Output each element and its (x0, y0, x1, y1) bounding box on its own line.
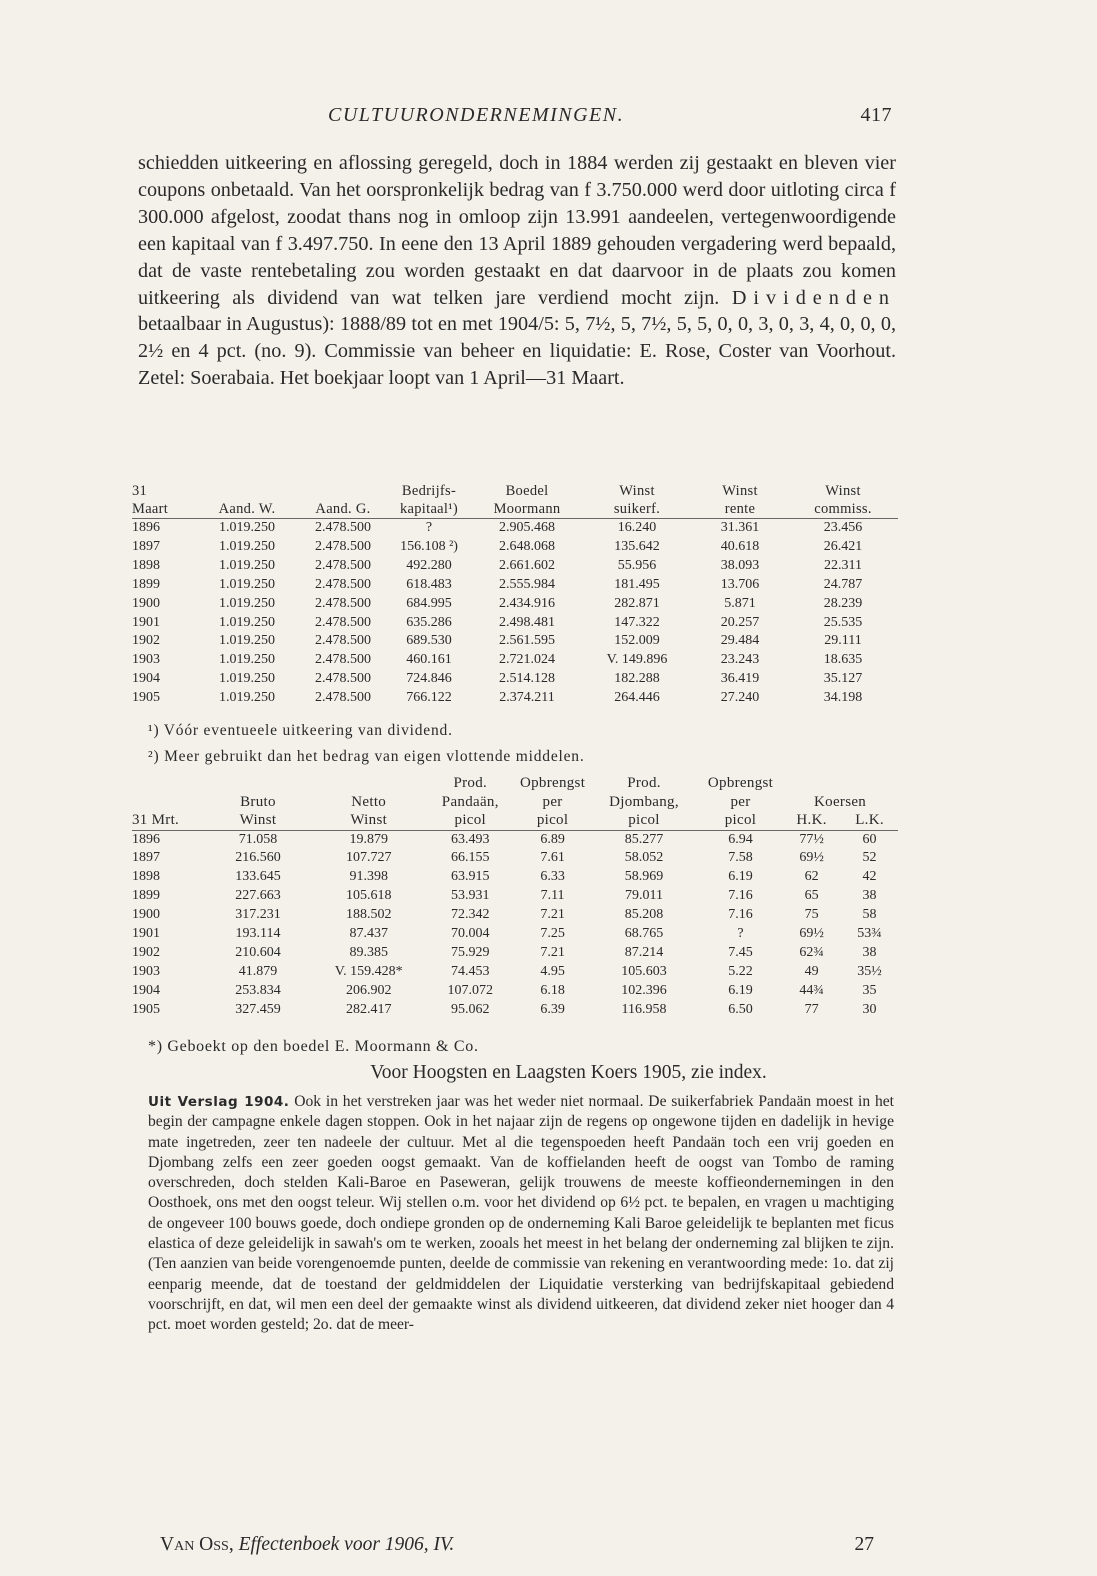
body-text-part2: betaalbaar in Augustus): 1888/89 tot en met 1904/5: 5, 7½, 5, 7½, 5, 5, 0, 0, 3, 0, 3, 4, 0, 0, 0, 2½ en 4 pct. (no. 9). Commissie van beheer en liquidatie: E. Rose, Coster van Voorhout. Zetel: Soerabaia. Het boekjaar loopt van 1 April—31 Maart. (138, 313, 896, 390)
t2-header-r1: Prod. (627, 775, 661, 791)
t2-cell: 75.929 (451, 944, 490, 960)
footnote-star: *) Geboekt op den boedel E. Moormann & Co. (148, 1038, 479, 1055)
header-title: CULTUURONDERNEMINGEN. (328, 104, 625, 126)
t2-header-r3: H.K. (782, 811, 841, 830)
t2-cell: 188.502 (345, 907, 392, 923)
t1-header-top: Winst (722, 483, 758, 499)
t2-cell: 253.834 (235, 982, 281, 998)
t2-cell: 6.33 (540, 869, 565, 885)
t1-cell: 2.721.024 (499, 652, 555, 668)
t2-cell: 35 (862, 982, 877, 998)
t1-cell: 684.995 (406, 595, 452, 611)
t1-cell: 29.111 (824, 633, 862, 649)
t1-cell: 156.108 ²) (400, 538, 458, 554)
t2-header-r3: picol (425, 811, 516, 830)
t2-cell: 66.155 (451, 850, 490, 866)
t1-cell: 1.019.250 (219, 576, 275, 592)
t2-cell: 7.11 (540, 888, 565, 904)
t1-cell: 766.122 (406, 690, 452, 706)
t1-cell: 1902 (132, 633, 160, 649)
t2-cell: 7.21 (540, 944, 565, 960)
t1-cell: 1.019.250 (219, 520, 275, 535)
t1-cell: 2.555.984 (499, 576, 555, 592)
t2-cell: 1900 (132, 907, 160, 923)
t2-cell: 6.18 (540, 982, 565, 998)
t2-cell: 58 (862, 907, 877, 923)
t2-row (132, 906, 898, 925)
t1-header-top: Boedel (505, 483, 549, 499)
t2-cell: 6.89 (540, 831, 565, 847)
t1-cell: 724.846 (406, 671, 452, 687)
t1-cell: 147.322 (614, 614, 660, 630)
t2-cell: 89.385 (349, 944, 388, 960)
t1-row (132, 670, 898, 689)
t2-cell: ? (737, 926, 744, 942)
t2-header-r3: picol (589, 811, 699, 830)
body-paragraph (138, 150, 896, 392)
t2-cell: 65 (804, 888, 819, 904)
t2-header-r1 (313, 774, 425, 793)
t2-cell: 102.396 (621, 982, 667, 998)
t1-cell: 282.871 (614, 595, 660, 611)
t1-header-top: Bedrijfs- (401, 483, 457, 499)
t2-cell: 71.058 (238, 831, 278, 847)
t2-cell: 70.004 (451, 926, 490, 942)
t1-header: suikerf. (582, 500, 692, 519)
t2-header-r1 (203, 774, 313, 793)
t1-cell: 2.478.500 (315, 671, 371, 687)
t1-cell: 55.956 (617, 557, 657, 573)
t2-row (132, 849, 898, 868)
t2-header-r2 (132, 793, 203, 812)
t1-header-top: Winst (619, 483, 655, 499)
t1-header: Aand. W. (194, 500, 300, 519)
t1-cell: 1.019.250 (219, 671, 275, 687)
t2-row (132, 925, 898, 944)
t1-cell: 1899 (132, 576, 160, 592)
t1-cell: 5.871 (724, 595, 756, 611)
t2-cell: 210.604 (235, 944, 281, 960)
t2-cell: 60 (862, 831, 877, 847)
t2-cell: 116.958 (621, 1001, 667, 1017)
t2-header-r2: Djombang, (609, 793, 679, 810)
t2-cell: 74.453 (451, 963, 490, 979)
t1-cell: 2.498.481 (499, 614, 555, 630)
t1-cell: 1.019.250 (219, 595, 275, 611)
t1-cell: 618.483 (406, 576, 452, 592)
t2-cell: 1901 (132, 926, 160, 942)
t1-cell: V. 149.896 (606, 652, 668, 668)
t1-cell: 23.456 (823, 520, 863, 535)
t1-cell: 1901 (132, 614, 160, 630)
t1-cell: 1904 (132, 671, 160, 687)
t1-cell: 1.019.250 (219, 557, 275, 573)
t2-cell: 1903 (132, 963, 160, 979)
t2-header-r1: Opbrengst (707, 775, 774, 791)
t1-cell: 25.535 (823, 614, 863, 630)
footnote-1: ¹) Vóór eventueele uitkeering van dividend. (148, 722, 453, 739)
t1-cell: 635.286 (406, 614, 452, 630)
t2-header-r2: Pandaän, (441, 793, 499, 810)
t1-cell: 1905 (132, 690, 160, 706)
t2-cell: 42 (862, 869, 877, 885)
t2-cell: 7.45 (728, 944, 753, 960)
t2-cell: 1897 (132, 850, 160, 866)
t1-cell: 1896 (132, 520, 160, 535)
t1-cell: 2.905.468 (499, 520, 555, 535)
t1-cell: 2.478.500 (315, 520, 371, 535)
t1-cell: 34.198 (823, 690, 863, 706)
t1-cell: 2.478.500 (315, 595, 371, 611)
t1-header-top: 31 (132, 483, 148, 499)
t2-cell: 85.277 (624, 831, 664, 847)
capital-table (132, 482, 898, 708)
t1-cell: 492.280 (406, 557, 452, 573)
t2-cell: 7.21 (540, 907, 565, 923)
t2-cell: 317.231 (235, 907, 281, 923)
footer-signature (160, 1534, 454, 1556)
t2-row (132, 830, 898, 849)
t2-cell: 107.727 (345, 850, 392, 866)
t1-cell: 28.239 (823, 595, 863, 611)
t1-cell: 1903 (132, 652, 160, 668)
t1-cell: 38.093 (720, 557, 760, 573)
t1-cell: 26.421 (823, 538, 863, 554)
t2-cell: 53¾ (857, 926, 882, 942)
signature-number: 27 (854, 1534, 874, 1555)
t1-cell: 2.661.602 (499, 557, 555, 573)
t1-cell: 20.257 (720, 614, 760, 630)
t2-cell: 193.114 (235, 926, 281, 942)
t1-row (132, 651, 898, 670)
t2-header-r3: picol (516, 811, 589, 830)
t2-header-r3: picol (699, 811, 782, 830)
t1-header: Aand. G. (300, 500, 386, 519)
t2-cell: 72.342 (451, 907, 490, 923)
t2-cell: 62 (804, 869, 819, 885)
t1-cell: 182.288 (614, 671, 660, 687)
t2-cell: 1902 (132, 944, 160, 960)
t2-cell: 7.58 (728, 850, 753, 866)
t1-cell: 1898 (132, 557, 160, 573)
t2-cell: 105.618 (345, 888, 392, 904)
t2-header-r1: Prod. (453, 775, 488, 791)
index-reference-text: Voor Hoogsten en Laagsten Koers 1905, zie index. (370, 1062, 767, 1083)
t2-cell: 1899 (132, 888, 160, 904)
t1-cell: 1.019.250 (219, 538, 275, 554)
t1-header: Maart (132, 500, 194, 519)
t2-cell: 4.95 (540, 963, 565, 979)
t1-cell: 31.361 (720, 520, 760, 535)
t1-cell: 2.434.916 (499, 595, 555, 611)
t1-row (132, 538, 898, 557)
page-number: 417 (860, 104, 892, 126)
t2-header-r3: L.K. (841, 811, 898, 830)
t1-cell: 2.478.500 (315, 557, 371, 573)
t2-cell: 5.22 (728, 963, 753, 979)
t2-row (132, 868, 898, 887)
t2-cell: 63.915 (451, 869, 490, 885)
t2-cell: 41.879 (238, 963, 278, 979)
t1-row (132, 519, 898, 538)
t2-cell: 327.459 (235, 1001, 281, 1017)
index-reference (0, 1062, 1097, 1084)
t2-cell: 1904 (132, 982, 160, 998)
t2-cell: 7.25 (540, 926, 565, 942)
t2-cell: 7.16 (728, 907, 753, 923)
t2-cell: 105.603 (621, 963, 667, 979)
t2-cell: 44¾ (799, 982, 824, 998)
t1-cell: 135.642 (614, 538, 660, 554)
t2-cell: 38 (862, 944, 877, 960)
t1-cell: 1.019.250 (219, 614, 275, 630)
footnote-2: ²) Meer gebruikt dan het bedrag van eigen vlottende middelen. (148, 748, 585, 765)
annual-report-excerpt (148, 1092, 894, 1336)
t2-cell: 58.052 (624, 850, 664, 866)
t2-cell: 6.19 (728, 869, 753, 885)
t2-cell: 1898 (132, 869, 160, 885)
t2-cell: 53.931 (451, 888, 490, 904)
t2-cell: 91.398 (349, 869, 388, 885)
t2-cell: 6.19 (728, 982, 753, 998)
t1-body (132, 519, 898, 709)
report-text: Ook in het verstreken jaar was het weder niet normaal. De suikerfabriek Pandaän moest in het begin der campagne enkele dagen stoppen. Ook in het najaar zijn de regens op ongewone tijden en dadelijk in hevige mate ingetreden, zeer ten nadeele der cultuur. Met al die tegenspoeden heeft Pandaän toch een vrij goeden en Djombang zelfs een zeer goeden oogst gemaakt. Van de koffielanden heeft de oogst van Tombo de raming overschreden, doch stelden Kali-Baroe en Paseweran, gelijk trouwens de meeste koffieondernemingen in den Oosthoek, ons met den oogst teleur. Wij stellen o.m. voor het dividend op 6½ pct. te bepalen, en vragen u machtiging de ongeveer 100 bouws goede, doch ondiepe gronden op de onderneming Kali Baroe geleidelijk te beplanten met ficus elastica of deze geleidelijk in sawah's om te werken, zooals het meest in het belang der onderneming zal blijken te zijn. (Ten aanzien van beide vorengenoemde punten, deelde de commissie van rekening en verantwoording mede: 1o. dat zij eenparig meende, dat de toestand der geldmiddelen der Liquidatie versterking van bedrijfskapitaal gebiedend voorschrijft, en dat, wil men een deel der gemaakte winst als dividend uitkeeren, dat dividend zeker niet hooger dan 4 pct. moet worden gesteld; 2o. dat de meer- (148, 1093, 894, 1334)
t1-header-top (194, 482, 300, 500)
t1-cell: 35.127 (823, 671, 863, 687)
footer-author: Van Oss, (160, 1534, 234, 1555)
t2-row (132, 963, 898, 982)
t1-header: rente (692, 500, 788, 519)
t1-cell: 40.618 (720, 538, 760, 554)
t2-cell: 107.072 (447, 982, 494, 998)
body-text-part1: schiedden uitkeering en aflossing geregeld, doch in 1884 werden zij gestaakt en bleven vier coupons onbetaald. Van het oorspronkelijk bedrag van f 3.750.000 werd door uitloting circa f 300.000 afgelost, zoodat thans nog in omloop zijn 13.991 aandeelen, vertegenwoordigende een kapitaal van f 3.497.750. In eene den 13 April 1889 gehouden vergadering werd bepaald, dat de vaste rentebetaling zou worden gestaakt en dat daarvoor in de plaats zou komen uitkeering als dividend van wat telken jare verdiend mocht zijn. (138, 152, 896, 309)
t1-cell: 181.495 (614, 576, 660, 592)
t1-cell: 2.374.211 (499, 690, 555, 706)
t1-row (132, 632, 898, 651)
t2-cell: 62¾ (799, 944, 824, 960)
t2-cell: 6.50 (728, 1001, 753, 1017)
t1-row (132, 614, 898, 633)
t1-cell: 13.706 (720, 576, 760, 592)
t2-cell: 133.645 (235, 869, 281, 885)
t1-cell: 1897 (132, 538, 160, 554)
t2-header-r3: Winst (313, 811, 425, 830)
t2-cell: 58.969 (624, 869, 664, 885)
t1-cell: 2.561.595 (499, 633, 555, 649)
report-lead: Uit Verslag 1904. (148, 1094, 290, 1110)
t1-cell: 2.478.500 (315, 652, 371, 668)
t2-cell: 1896 (132, 831, 160, 847)
t1-cell: 1.019.250 (219, 690, 275, 706)
t1-cell: ? (425, 520, 433, 535)
t2-header-r1 (132, 774, 203, 793)
t2-cell: 79.011 (625, 888, 663, 904)
t2-row (132, 944, 898, 963)
t2-cell: 69½ (799, 926, 824, 942)
t2-cell: 77½ (799, 831, 824, 847)
t1-header-top: Winst (825, 483, 861, 499)
t1-cell: 2.478.500 (315, 690, 371, 706)
t1-row (132, 689, 898, 708)
t2-row (132, 1001, 898, 1020)
t1-cell: 16.240 (617, 520, 657, 535)
t2-cell: 227.663 (235, 888, 281, 904)
t1-cell: 18.635 (823, 652, 863, 668)
t2-cell: 52 (862, 850, 877, 866)
t1-cell: 152.009 (614, 633, 660, 649)
t1-cell: 2.514.128 (499, 671, 555, 687)
t2-cell: 75 (804, 907, 819, 923)
t1-cell: 2.478.500 (315, 538, 371, 554)
t2-cell: 7.61 (540, 850, 565, 866)
t2-cell: 6.94 (728, 831, 753, 847)
t2-cell: 87.437 (349, 926, 388, 942)
t2-cell: 206.902 (345, 982, 392, 998)
t1-header: commiss. (788, 500, 898, 519)
t2-cell: 7.16 (728, 888, 753, 904)
t2-header-r2: Bruto (240, 793, 276, 810)
t1-cell: 29.484 (720, 633, 760, 649)
t2-header-r2: Koersen (814, 793, 867, 810)
t1-cell: 2.648.068 (499, 538, 555, 554)
profit-table (132, 774, 898, 1020)
t1-header: Moormann (472, 500, 582, 519)
t2-cell: 35½ (857, 963, 882, 979)
t2-header-r1: Opbrengst (519, 775, 586, 791)
t1-cell: 27.240 (720, 690, 760, 706)
footer-book: Effectenboek voor 1906, IV. (238, 1534, 455, 1555)
t2-header-r3: 31 Mrt. (132, 811, 203, 830)
t2-header-r2: per (730, 793, 751, 810)
t1-cell: 264.446 (614, 690, 660, 706)
t2-cell: 216.560 (235, 850, 281, 866)
t1-cell: 2.478.500 (315, 614, 371, 630)
t2-cell: 49 (804, 963, 819, 979)
t2-cell: 77 (804, 1001, 819, 1017)
t2-cell: 30 (862, 1001, 877, 1017)
t2-row (132, 982, 898, 1001)
t1-cell: 460.161 (406, 652, 452, 668)
t1-cell: 24.787 (823, 576, 863, 592)
t2-header-r3: Winst (203, 811, 313, 830)
t1-row (132, 557, 898, 576)
t2-cell: 95.062 (451, 1001, 490, 1017)
t2-cell: 85.208 (624, 907, 664, 923)
t2-cell: 68.765 (624, 926, 664, 942)
t2-cell: 69½ (799, 850, 824, 866)
t1-row (132, 576, 898, 595)
t1-row (132, 595, 898, 614)
t1-cell: 689.530 (406, 633, 452, 649)
t2-cell: 1905 (132, 1001, 160, 1017)
t1-cell: 1900 (132, 595, 160, 611)
t2-header-r2: per (542, 793, 563, 810)
t2-cell: 19.879 (349, 831, 388, 847)
t1-cell: 23.243 (720, 652, 760, 668)
t1-cell: 2.478.500 (315, 633, 371, 649)
t2-cell: 63.493 (451, 831, 490, 847)
running-header (138, 104, 896, 134)
t1-header: kapitaal¹) (386, 500, 472, 519)
t1-header-top (300, 482, 386, 500)
t1-cell: 22.311 (824, 557, 862, 573)
t1-cell: 1.019.250 (219, 633, 275, 649)
t2-body (132, 830, 898, 1020)
t2-header-r1 (841, 774, 898, 793)
t2-header-r2: Netto (351, 793, 387, 810)
t2-row (132, 887, 898, 906)
t2-header-r1 (782, 774, 841, 793)
dividenden-label: Dividenden (731, 286, 896, 309)
t2-cell: 87.214 (624, 944, 664, 960)
t2-cell: V. 159.428* (334, 963, 403, 979)
t1-cell: 36.419 (720, 671, 760, 687)
t1-cell: 2.478.500 (315, 576, 371, 592)
t1-cell: 1.019.250 (219, 652, 275, 668)
t2-cell: 282.417 (345, 1001, 392, 1017)
t2-cell: 38 (862, 888, 877, 904)
t2-cell: 6.39 (540, 1001, 565, 1017)
